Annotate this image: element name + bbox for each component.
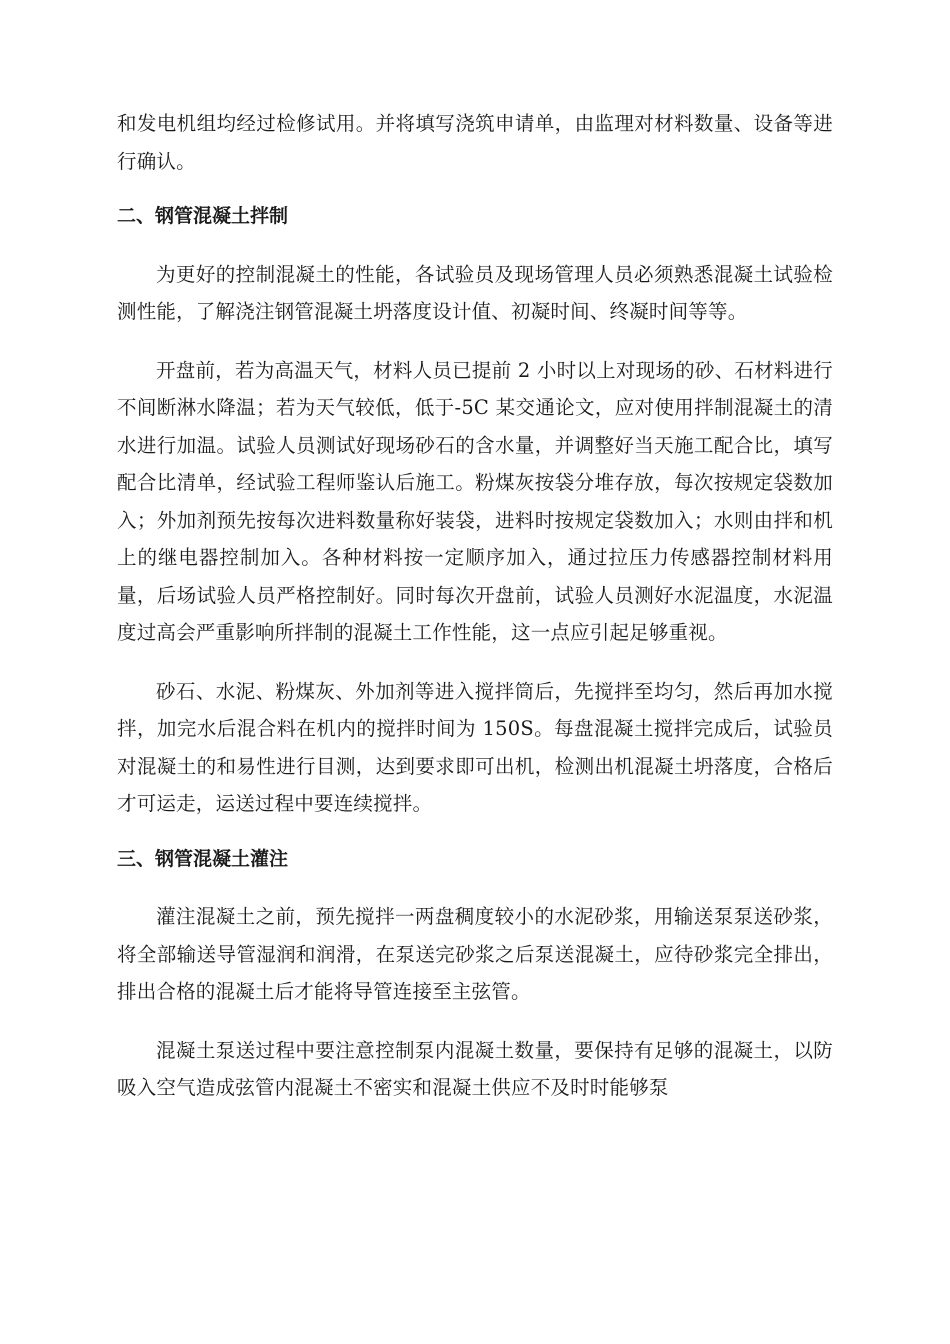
section-heading-pouring: 三、钢管混凝土灌注 (117, 847, 289, 870)
paragraph-pouring-pumping: 混凝土泵送过程中要注意控制泵内混凝土数量，要保持有足够的混凝土，以防吸入空气造成弦管内混凝土不密实和混凝土供应不及时时能够泵 (117, 1038, 833, 1099)
paragraph-pouring-intro: 灌注混凝土之前，预先搅拌一两盘稠度较小的水泥砂浆，用输送泵泵送砂浆，将全部输送导管湿润和润滑，在泵送完砂浆之后泵送混凝土，应待砂浆完全排出，排出合格的混凝土后才能将导管连接至主弦管。 (117, 905, 833, 1003)
paragraph-mixing-preparation: 开盘前，若为高温天气，材料人员已提前 2 小时以上对现场的砂、石材料进行不间断淋水降温；若为天气较低，低于-5C 某交通论文，应对使用拌制混凝土的清水进行加温。试验人员测试好现场砂石的含水量，并调整好当天施工配合比，填写配合比清单，经试验工程师鉴认后施工。粉煤灰按袋分堆存放，每次按规定袋数加入；外加剂预先按每次进料数量称好装袋，进料时按规定袋数加入；水则由拌和机上的继电器控制加入。各种材料按一定顺序加入，通过拉压力传感器控制材料用量，后场试验人员严格控制好。同时每次开盘前，试验人员测好水泥温度，水泥温度过高会严重影响所拌制的混凝土工作性能，这一点应引起足够重视。 (117, 358, 833, 644)
paragraph-continuation: 和发电机组均经过检修试用。并将填写浇筑申请单，由监理对材料数量、设备等进行确认。 (117, 112, 833, 173)
paragraph-mixing-intro: 为更好的控制混凝土的性能，各试验员及现场管理人员必须熟悉混凝土试验检测性能，了解浇注钢管混凝土坍落度设计值、初凝时间、终凝时间等等。 (117, 262, 833, 323)
section-heading-mixing: 二、钢管混凝土拌制 (117, 205, 289, 227)
paragraph-mixing-process: 砂石、水泥、粉煤灰、外加剂等进入搅拌筒后，先搅拌至均匀，然后再加水搅拌，加完水后混合料在机内的搅拌时间为 150S。每盘混凝土搅拌完成后，试验员对混凝土的和易性进行目测，达到要求即可出机，检测出机混凝土坍落度，合格后才可运走，运送过程中要连续搅拌。 (117, 679, 833, 815)
document-page (117, 105, 833, 1107)
